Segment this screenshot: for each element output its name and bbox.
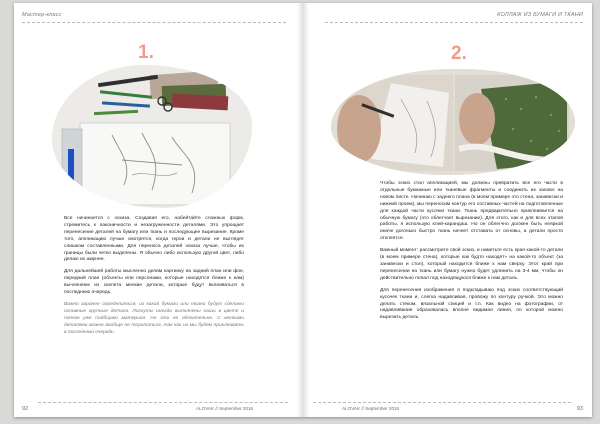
right-body-text — [380, 181, 563, 327]
left-paragraph-1: Все начинается с эскиза. Создавая его, набейтайте сложных форм, стремитесь к лаконичности и незагруженности деталями. Это упрощает перенесение деталей на бумагу или ткань и последующее вырезание. Кроме того, аппликацию лучше смотрятся, когда герои и детали не выглядят слишком составленными. Для переноса деталей эскиза лучше, чтобы их границы были четко выделены. Я обычно либо использую другой цвет, либо делаю их жирнее. — [64, 216, 244, 263]
right-footer-magazine: ALOVAK // September 2016 — [342, 406, 400, 411]
right-page-number: 93 — [576, 406, 583, 412]
tracing-photos — [331, 69, 575, 175]
right-header-divider — [325, 22, 583, 23]
sketch-photo-icon — [52, 65, 252, 208]
right-page-header: КОЛЛАЖ ИЗ БУМАГИ И ТКАНИ — [497, 12, 583, 18]
step-number-1: 1. — [138, 42, 154, 63]
left-page-header: Мастер-класс — [22, 12, 62, 18]
left-body-text — [64, 216, 244, 342]
right-footer-divider — [313, 402, 571, 403]
tracing-photo-icon — [331, 69, 575, 175]
right-paragraph-2: Важный момент: рассмотрите свой эскиз, и наметьте есть края какой-то детали (в моем примере стена), которые как будто находят» на какой-то объект (за занавески и стол), который находится ближе к нам сверху. Этот край при перенесении на ткань или бумагу нужно будет удлинить на 3-4 мм, чтобы он действительно попал под находящуюся ближе к нам деталь. — [380, 248, 563, 281]
right-paragraph-3: Для перенесения изображения я подкладываю под эскиз соответствующий кусочек ткани и, слегка надавливая, провожу по контуру ручкой. Это можно делать стеком, вязальной спицей и т.п. Как видно на фотографии, от надавливания образовалась вполне видимая линия, по которой можно вырезать деталь. — [380, 287, 563, 321]
left-note: Важно заранее определиться, из какой бумаги или ткани будут сделаны основные крупные детали. Лоскуты иногда выполнены наши в цвете и потом уже подбираю материал. Но это не обязательно. С мелкими деталями можно вообще не торопиться, так как их мы будем приклеивать в последнюю очередь. — [64, 301, 244, 335]
left-footer-divider — [38, 402, 288, 403]
left-footer-magazine: ALOVAK // September 2016 — [196, 406, 254, 411]
sketch-and-tools-photo — [52, 65, 252, 208]
left-header-divider — [22, 22, 286, 23]
right-page — [303, 3, 592, 417]
left-paragraph-2: Для дальнейшей работы мысленно делим картинку на задний план или фон, передний план (объекты или персонажи, которые находятся ближе к нам) вычленяем из скелета мелкие детали, которые будут вклеиваться в последнюю очередь. — [64, 269, 244, 296]
page-gutter-shadow — [297, 3, 309, 417]
step-number-2: 2. — [451, 43, 467, 64]
magazine-spread — [14, 3, 592, 417]
left-page-number: 92 — [22, 406, 29, 412]
right-paragraph-1: Чтобы эскиз стал аппликацией, мы должны превратить все его части в отдельные бумажные или тканевые фрагменты и соединить их заново на новом листе. Начинаю с заднего плана (в моем примере это стена, занавески и нижний проем), мы переносим контур его составных частей на подготовленные для каждой части кусочки ткани. Ткань предварительно приклеивается на обычную бумагу (это облегчает вырезание). Для этого, как и для всех этапов работы, я использую клей-карандаш. Но он облегчно должен быть неяркой иначе догонько быстро ткань начнет отставать от основы, а детали просто отклеятся. — [380, 181, 563, 242]
left-page — [14, 3, 303, 417]
